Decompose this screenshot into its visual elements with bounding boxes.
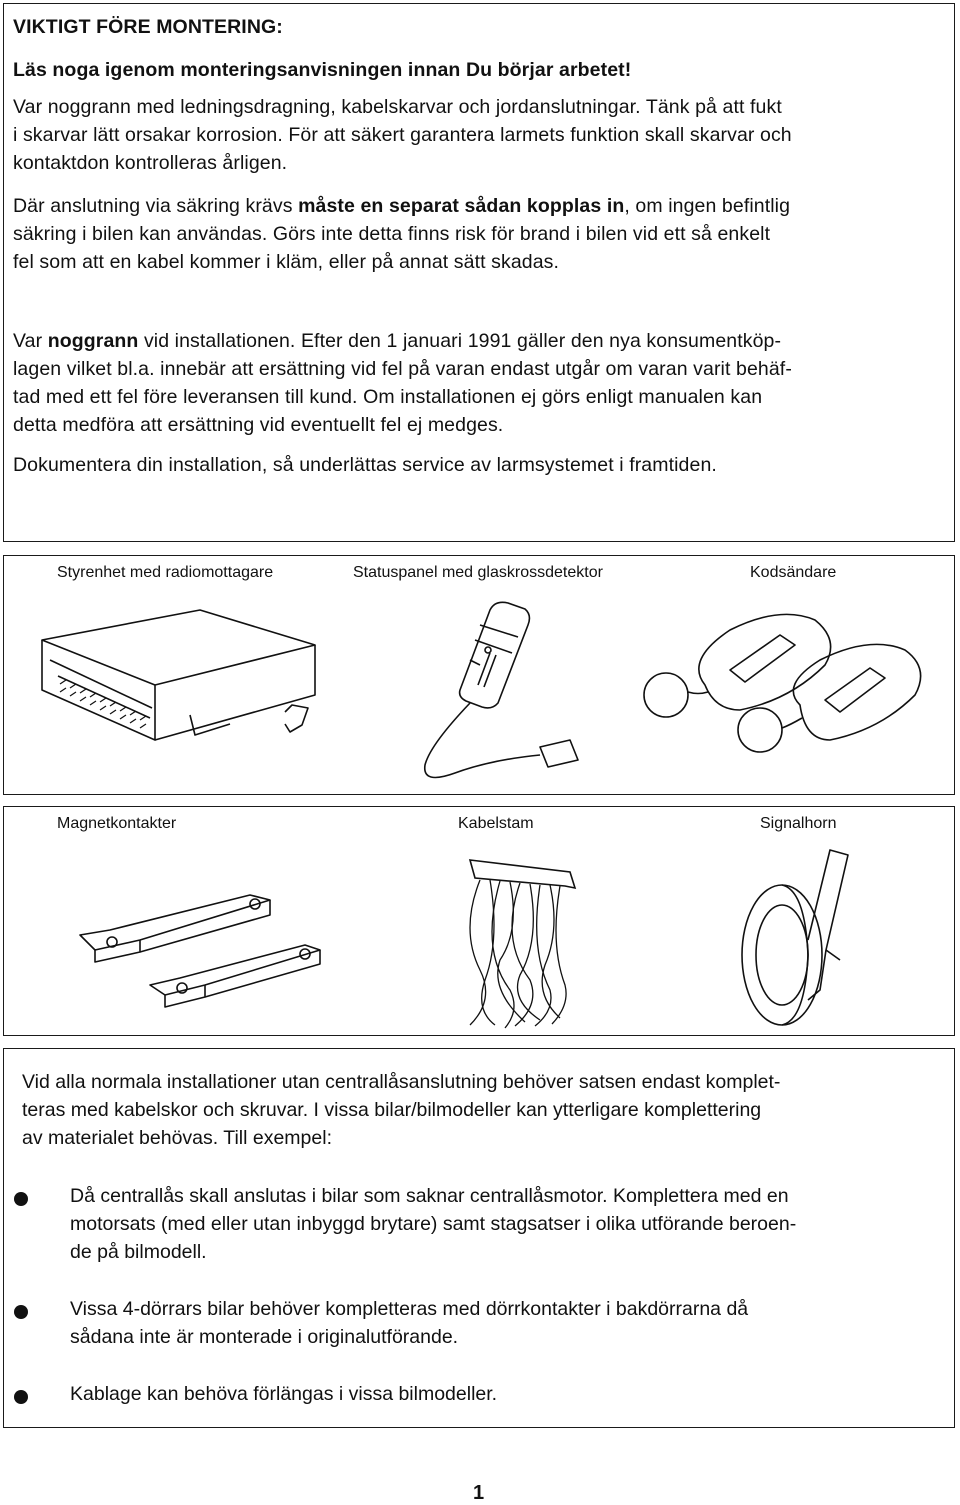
page-number: 1	[473, 1482, 485, 1504]
warning-para3-line: detta medföra att ersättning vid eventuellt fel ej medges.	[13, 414, 504, 436]
status-panel-icon	[400, 595, 610, 790]
text-run: , om ingen befintlig	[624, 195, 791, 217]
signal-horn-icon	[730, 840, 870, 1030]
warning-para2-line	[13, 195, 790, 218]
warning-para3-line: lagen vilket bl.a. innebär att ersättning vid fel på varan endast utgår om varan varit behäf-	[13, 358, 792, 380]
emphasis-text: noggrann	[47, 330, 139, 352]
caption-remote-transmitters: Kodsändare	[750, 564, 837, 581]
note-intro-line: teras med kabelskor och skruvar. I vissa bilar/bilmodeller kan ytterligare komplettering	[22, 1099, 762, 1121]
warning-para4: Dokumentera din installation, så underlättas service av larmsystemet i framtiden.	[13, 454, 717, 476]
caption-control-unit: Styrenhet med radiomottagare	[57, 564, 274, 581]
bullet-text: Vissa 4-dörrars bilar behöver kompletteras med dörrkontakter i bakdörrarna då	[70, 1298, 749, 1320]
bullet-icon	[14, 1390, 28, 1404]
note-intro-line: Vid alla normala installationer utan centrallåsanslutning behöver satsen endast komplet-	[22, 1071, 781, 1093]
warning-para1-line: kontaktdon kontrolleras årligen.	[13, 152, 288, 174]
caption-status-panel: Statuspanel med glaskrossdetektor	[353, 564, 603, 581]
warning-para1-line: Var noggrann med ledningsdragning, kabelskarvar och jordanslutningar. Tänk på att fukt	[13, 96, 782, 118]
text-run: Där anslutning via säkring krävs	[13, 195, 299, 217]
caption-signal-horn: Signalhorn	[760, 815, 837, 832]
warning-heading: VIKTIGT FÖRE MONTERING:	[13, 16, 283, 38]
bullet-text: de på bilmodell.	[70, 1241, 207, 1263]
emphasis-text: måste en separat sådan kopplas in	[298, 195, 625, 217]
note-intro-line: av materialet behövas. Till exempel:	[22, 1127, 332, 1149]
bullet-text: Kablage kan behöva förlängas i vissa bilmodeller.	[70, 1383, 498, 1405]
bullet-text: motorsats (med eller utan inbyggd brytare) samt stagsatser i olika utförande beroen-	[70, 1213, 797, 1235]
text-run: Var	[13, 330, 48, 352]
warning-para3-line: tad med ett fel före leveransen till kund. Om installationen ej görs enligt manualen kan	[13, 386, 763, 408]
bullet-text: sådana inte är monterade i originalutförande.	[70, 1326, 459, 1348]
caption-magnetic-contacts: Magnetkontakter	[57, 815, 177, 832]
warning-para3-line	[13, 330, 781, 353]
control-unit-icon	[30, 600, 350, 780]
wire-harness-icon	[440, 850, 590, 1030]
bullet-text: Då centrallås skall anslutas i bilar som saknar centrallåsmotor. Komplettera med en	[70, 1185, 789, 1207]
warning-para1-line: i skarvar lätt orsakar korrosion. För att säkert garantera larmets funktion skall skarvar och	[13, 124, 792, 146]
magnetic-contacts-icon	[70, 880, 330, 1015]
bullet-icon	[14, 1305, 28, 1319]
warning-para2-line: fel som att en kabel kommer i kläm, eller på annat sätt skadas.	[13, 251, 560, 273]
text-run: vid installationen. Efter den 1 januari 1991 gäller den nya konsumentköp-	[138, 330, 782, 352]
bullet-icon	[14, 1192, 28, 1206]
caption-wire-harness: Kabelstam	[458, 815, 534, 832]
warning-para2-line: säkring i bilen kan användas. Görs inte detta finns risk för brand i bilen vid ett så enkelt	[13, 223, 771, 245]
remote-transmitters-icon	[630, 600, 950, 780]
warning-intro: Läs noga igenom monteringsanvisningen innan Du börjar arbetet!	[13, 59, 632, 81]
